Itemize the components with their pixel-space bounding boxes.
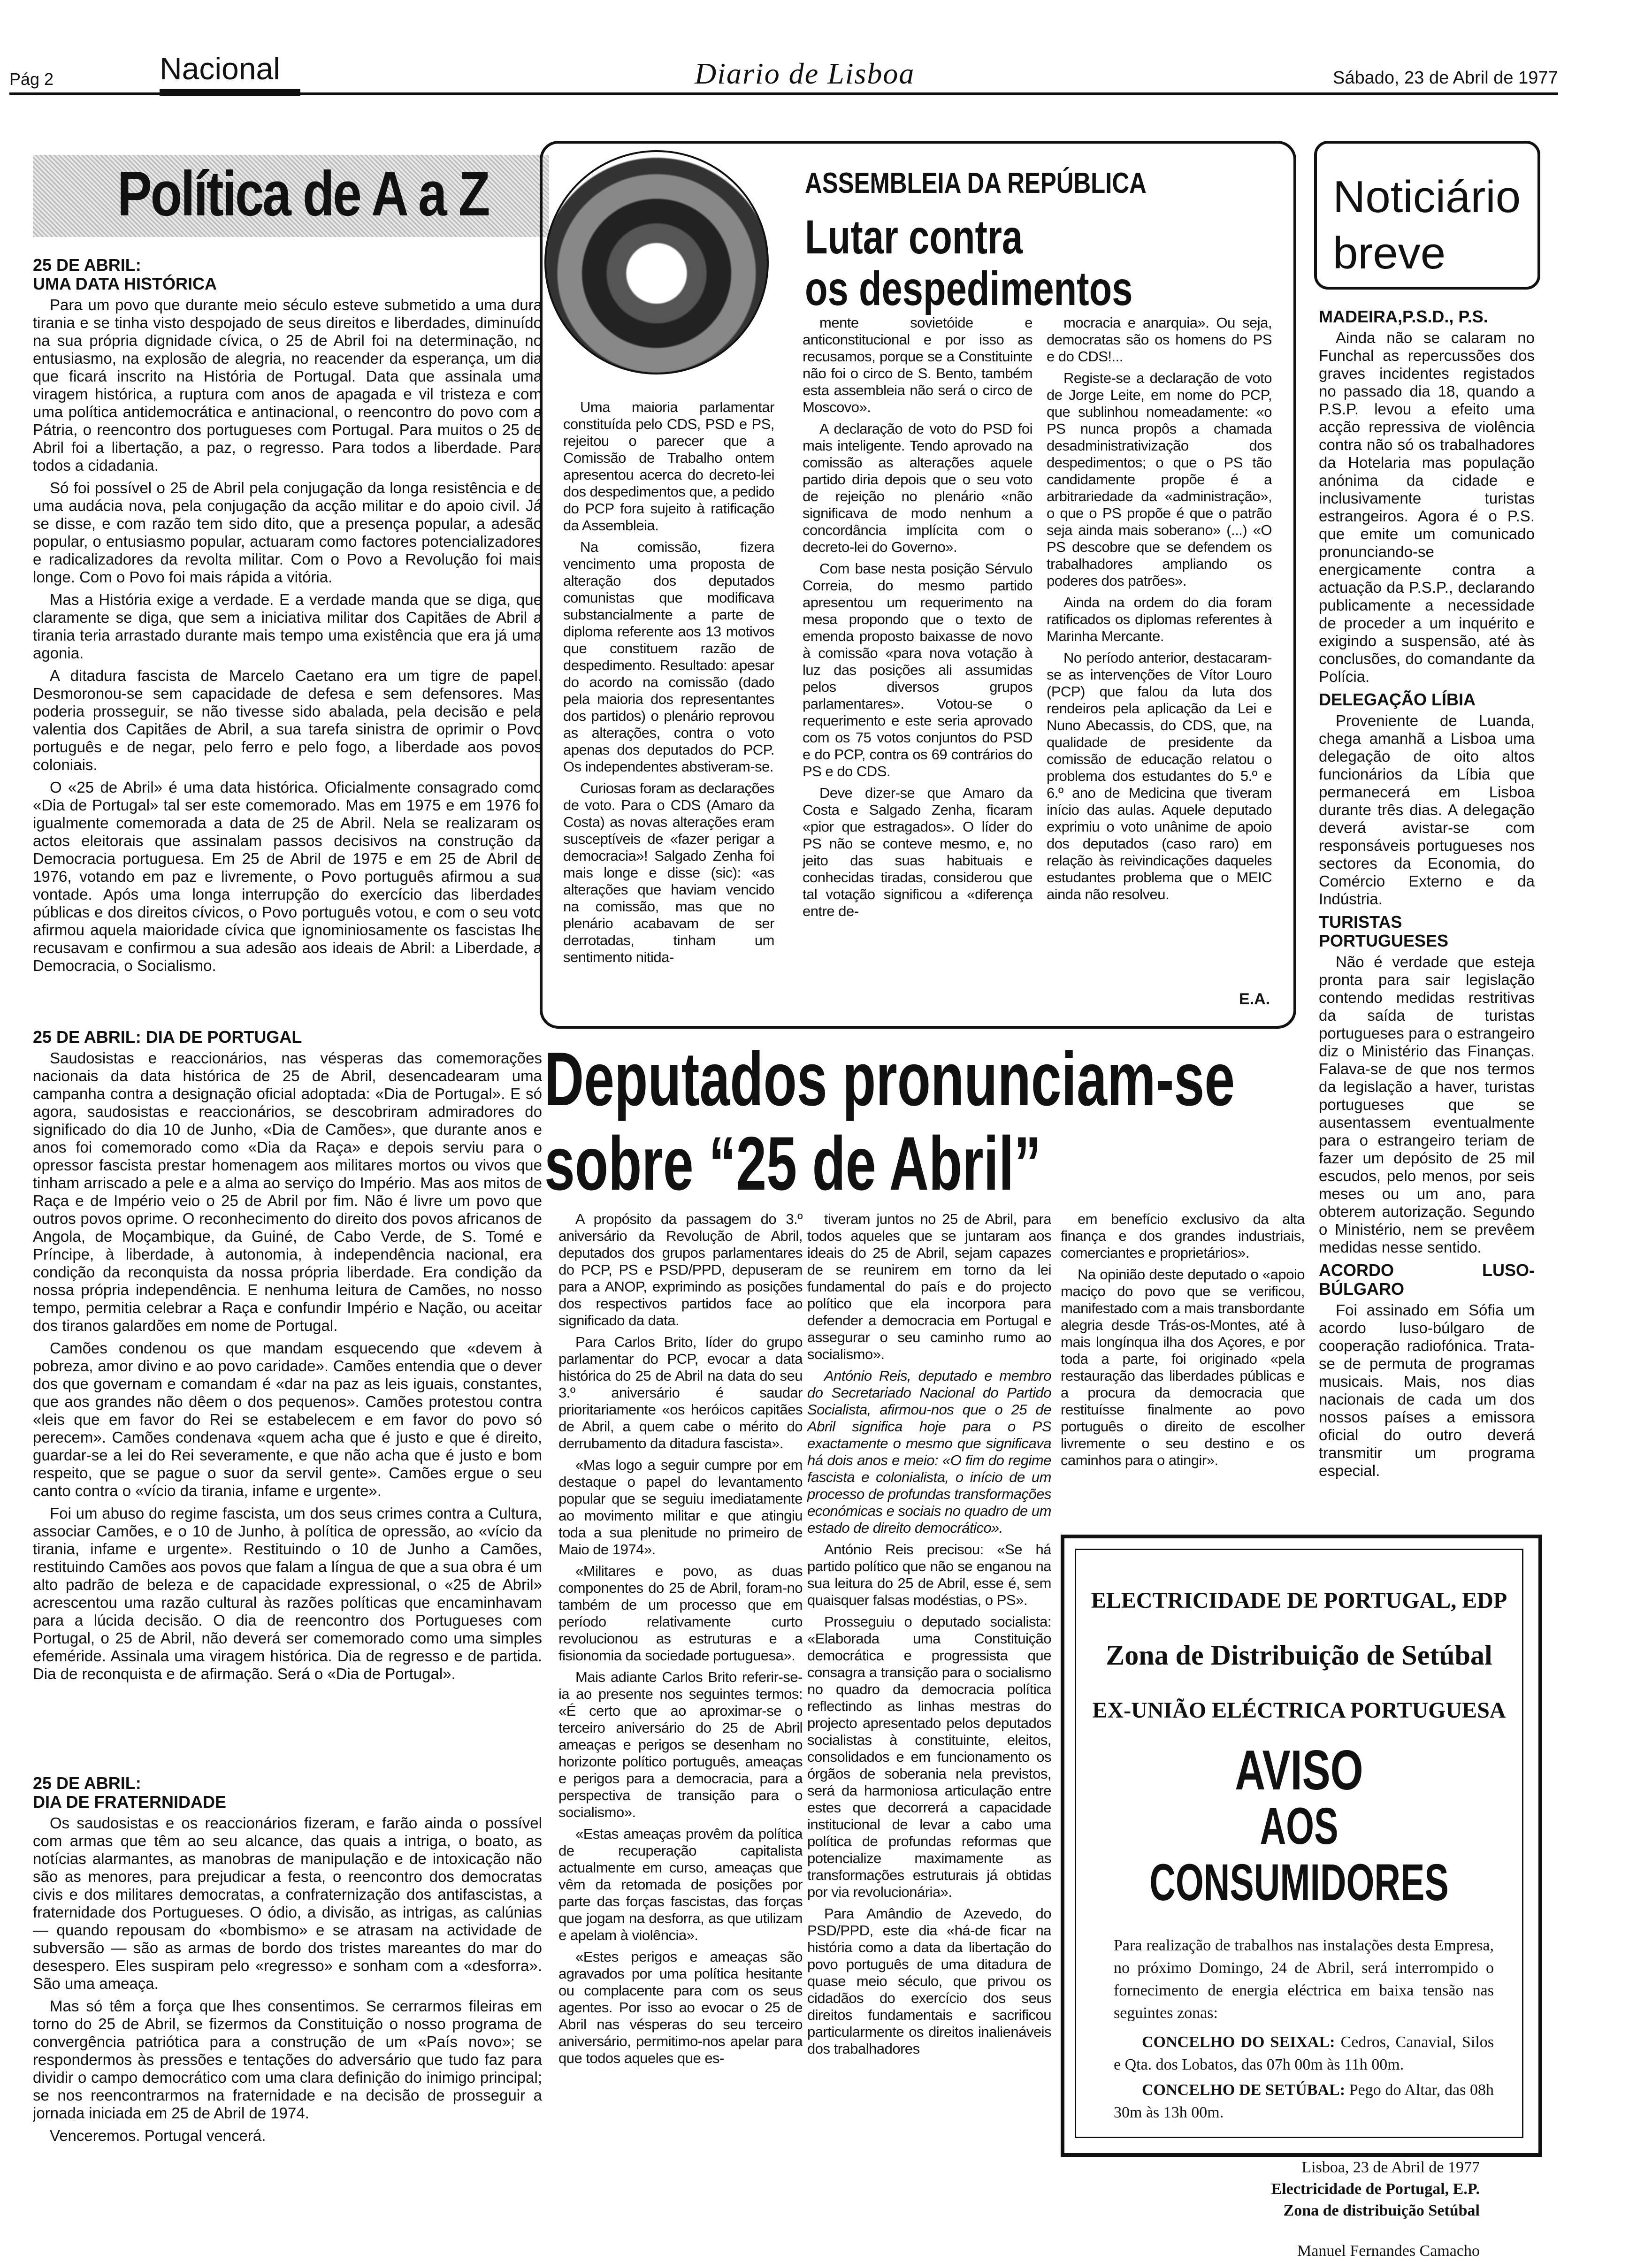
news-head: TURISTAS PORTUGUESES: [1319, 912, 1449, 950]
paragraph: «Mas logo a seguir cumpre por em destaque o papel do levantamento popular que se seguiu imediatamente ao movimento militar e que atingiu toda a sua plenitude no primeiro de Maio de 1974».: [558, 1457, 803, 1558]
notice-zone: Zona de Distribuição de Setúbal: [1106, 1640, 1492, 1671]
paragraph: Para Amândio de Azevedo, do PSD/PPD, este dia «há-de ficar na história como a data da libertação do povo português de uma ditadura de quase meio século, que privou os cidadãos do exercício dos seus direitos fundamentais e sacrificou particularmente os direitos inalienáveis dos trabalhadores: [807, 1905, 1051, 2057]
paragraph: Foi assinado em Sófia um acordo luso-búlgaro de cooperação radiofónica. Trata-se de permuta de programas musicais. Mais, nos dias nacionais de cada um dos nossos países a emissora oficial do outro deverá transmitir um programa especial.: [1319, 1301, 1535, 1479]
assembleia-column-1: [563, 399, 774, 1014]
paragraph: Só foi possível o 25 de Abril pela conjugação da longa resistência e de uma audácia nova, pela conjugação da acção militar e do apoio civil. Já se disse, e com razão tem sido dito, que a presença popular, a adesão popular, o entusiasmo popular, actuaram como factores potencializadores e radicalizadores da revolta militar. Com o Povo a Revolução foi mais longe. Com o Povo foi mais rápida a vitória.: [33, 479, 542, 586]
notice-company: ELECTRICIDADE DE PORTUGAL, EDP: [1091, 1588, 1507, 1613]
notice-former-name: EX-UNIÃO ELÉCTRICA PORTUGUESA: [1092, 1698, 1506, 1723]
section-head: 25 DE ABRIL: DIA DE FRATERNIDADE: [33, 1774, 226, 1811]
paragraph: O «25 de Abril» é uma data histórica. Oficialmente consagrado como «Dia de Portugal» tal ser este comemorado. Mas em 1975 e em 1976 foi igualmente comemorada a data de 25 de Abril. Nela se realizaram os actos eleitorais que assinalam passos decisivos na construção da Democracia portuguesa. Em 25 de Abril de 1975 e em 25 de Abril de 1976, votando em paz e livremente, o Povo português afirmou a sua vontade. Após uma longa interrupção do exercício das liberdades públicas e dos direitos cívicos, o Povo português votou, e com o seu voto afirmou aquela maioridade cívica que ignominiosamente os fascistas lhe recusavam e confirmou a sua adesão aos ideais de Abril: a Liberdade, a Democracia, o Socialismo.: [33, 779, 542, 974]
paragraph: A declaração de voto do PSD foi mais inteligente. Tendo aprovado na comissão as alterações aquele partido diria depois que o seu voto de rejeição no plenário «não significava de modo nenhum a concordância implícita com o decreto-lei do Governo».: [803, 420, 1032, 555]
paragraph: mente sovietóide e anticonstitucional e por isso as recusamos, porque se a Constituinte não foi o circo de S. Bento, também esta assembleia não será o circo de Moscovo».: [803, 314, 1032, 415]
page-number: Pág 2: [9, 69, 54, 89]
paragraph: mocracia e anarquia». Ou seja, democratas são os homens do PS e do CDS!...: [1047, 314, 1272, 365]
notice-signature: Lisboa, 23 de Abril de 1977 Electricidade de Portugal, E.P. Zona de distribuição Setúbal Manuel Fernandes Camacho: [1271, 2159, 1480, 2260]
news-head: DELEGAÇÃO LÍBIA: [1319, 690, 1476, 709]
assembleia-column-3: [1047, 314, 1272, 990]
issue-date: Sábado, 23 de Abril de 1977: [1333, 68, 1558, 88]
assembleia-column-2: [803, 314, 1032, 1014]
news-head: ACORDO LUSO-BÚLGARO: [1319, 1261, 1535, 1299]
paragraph: Curiosas foram as declarações de voto. Para o CDS (Amaro da Costa) as novas alterações eram susceptíveis de «fazer perigar a democracia»! Salgado Zenha foi mais longe e disse (sic): «as alterações que haviam vencido na comissão, mas que no plenário acabavam de ser derrotadas, tinham um sentimento nitida-: [563, 780, 774, 965]
paragraph: Camões condenou os que mandam esquecendo que «devem à pobreza, amor divino e ao povo caridade». Camões entendia que o dever dos que governam e comandam é «dar na paz as leis iguais, constantes, que aos grandes não dêem o dos pequenos». Camões protestou contra «leis que em favor do Rei se estabelecem e em favor do povo só perecem». Camões condenava «quem acha que é justo e que é direito, guardar-se a lei do Rei severamente, e que não acha que é justo e bom respeito, que se pague o suor da servil gente». Camões ergue o seu canto contra o «vício da tirania, infame e urgente».: [33, 1339, 542, 1499]
section-head: 25 DE ABRIL: DIA DE PORTUGAL: [33, 1028, 302, 1047]
paragraph: Saudosistas e reaccionários, nas vésperas das comemorações nacionais da data histórica de 25 de Abril, desencadearam uma campanha contra a designação oficial adoptada: «Dia de Portugal». E só agora, saudosistas e reaccionários, se descobriram admiradores do significado do dia 10 de Junho, «Dia de Camões», que durante anos e anos foi comemorado como «Dia da Raça» e depois serviu para o opressor fascista prestar homenagem aos militares mortos ou vivos que tinham arriscado a pele e a alma ao serviço do Império. Mas aos mitos de Raça e de Império veio o 25 de Abril por fim. Não é livre um povo que outros povos oprime. O reconhecimento do direito dos povos africanos de Angola, de Moçambique, da Guiné, de Cabo Verde, de S. Tomé e Príncipe, à liberdade, à autonomia, à independência nacional, era condição da reconquista da nossa própria liberdade. Era condição da nossa própria independência. E nenhuma leitura de Camões, no nosso tempo, permitia celebrar a Raça e confundir Império e Nação, ou aceitar dos tiranos galardões em nome de Portugal.: [33, 1049, 542, 1334]
paragraph: Ainda na ordem do dia foram ratificados os diplomas referentes à Marinha Mercante.: [1047, 594, 1272, 644]
paragraph: Mais adiante Carlos Brito referir-se-ia ao presente nos seguintes termos: «É certo que ao aproximar-se o terceiro aniversário do 25 de Abril ameaças e perigos se desenham no horizonte político português, ameaças e perigos para a democracia, para a perspectiva de transição para o socialismo».: [558, 1669, 803, 1820]
paragraph: Na comissão, fizera vencimento uma proposta de alteração dos deputados comunistas que modificava substancialmente a parte de diploma referente aos 13 motivos que constituem razão de despedimento. Resultado: apesar do acordo na comissão (dado pela maioria dos representantes dos partidos) o plenário reprovou as alterações, contra o voto apenas dos deputados do PCP. Os independentes abstiveram-se.: [563, 539, 774, 775]
noticiario-column: [1319, 307, 1535, 1509]
section-underline: [160, 89, 300, 96]
deputados-column-1: [558, 1211, 803, 2196]
paragraph: Na opinião deste deputado o «apoio maciço do povo que se verificou, manifestado com a mais transbordante alegria desde Trás-os-Montes, até à mais longínqua ilha dos Açores, e por toda a parte, foi originado «pela restauração das liberdades públicas e a procura da democracia que restituísse finalmente ao povo português o direito de escolher livremente o seu destino e os caminhos para o atingir».: [1061, 1266, 1305, 1468]
paragraph: «Estes perigos e ameaças são agravados por uma política hesitante ou complacente para com os seus agentes. Por isso ao evocar o 25 de Abril nas vésperas do seu terceiro aniversário, permitimo-nos apelar para que todos aqueles que es-: [558, 1949, 803, 2066]
paragraph: António Reis, deputado e membro do Secretariado Nacional do Partido Socialista, afirmou-nos que o 25 de Abril significa hoje para o PS exactamente o mesmo que significava há dois anos e meio: «O fim do regime fascista e colonialista, o início de um processo de profundas transformações económicas e sociais no quadro de um estado de direito democrático».: [807, 1368, 1051, 1536]
paragraph: Registe-se a declaração de voto de Jorge Leite, em nome do PCP, que sublinhou nomeadamente: «o PS nunca propôs a chamada desadministrativização dos despedimentos; o que o PS tão candidamente propõe é a arbitrariedade da «administração», o que o PS propõe é que o patrão seja ainda mais soberano» (...) «O PS descobre que se defendem os trabalhadores ampliando os poderes dos patrões».: [1047, 370, 1272, 589]
paragraph: em benefício exclusivo da alta finança e dos grandes industriais, comerciantes e proprietários».: [1061, 1211, 1305, 1261]
paragraph: Prosseguiu o deputado socialista: «Elaborada uma Constituição democrática e progressista que consagra a transição para o socialismo no quadro da democracia política reflectindo as linhas mestras do projecto apresentado pelos deputados socialistas à constituinte, eleitos, consolidados e em funcionamento os órgãos de soberania nela previstos, será da harmoniosa articulação entre estes que decorrerá a capacidade institucional de levar a cabo uma política de profundas reformas que potencialize maximamente as transformações estruturais já obtidas por via revolucionária».: [807, 1613, 1051, 1900]
paragraph: No período anterior, destacaram-se as intervenções de Vítor Louro (PCP) que falou da luta dos rendeiros pela aplicação da Lei e Nuno Abecassis, do CDS, que, na qualidade de presidente da comissão de educação relatou o problema dos estudantes do 5.º e 6.º ano de Medicina que tiveram início das aulas. Aquele deputado exprimiu o voto unânime de apoio dos deputados (caso raro) em relação às reivindicações daqueles estudantes problema que o MEIC ainda não resolveu.: [1047, 650, 1272, 902]
paragraph: «Militares e povo, as duas componentes do 25 de Abril, foram-no também de um processo que em período relativamente curto revolucionou as estruturas e a fisionomia da sociedade portuguesa».: [558, 1563, 803, 1664]
paragraph: Foi um abuso do regime fascista, um dos seus crimes contra a Cultura, associar Camões, e o 10 de Junho, à política de opressão, ao «vício da tirania, infame e urgente». Restituindo o 10 de Junho a Camões, restituindo Camões aos povos que falam a língua de que a sua obra é um alto padrão de beleza e de capacidade expressional, o «25 de Abril» acrescentou uma razão cultural às razões políticas que encaminhavam para a lúcida decisão. O dia de reencontro dos Portugueses com Portugal, o 25 de Abril, não deverá ser comemorado como uma simples efeméride. Assinala uma viragem histórica. Dia de regresso e de partida. Dia de reconquista e de afirmação. Será o «Dia de Portugal».: [33, 1505, 542, 1682]
edp-notice: [1075, 1549, 1523, 2260]
politica-section-1: [33, 256, 542, 1025]
assembleia-kicker: ASSEMBLEIA DA REPÚBLICA: [805, 167, 1147, 199]
paragraph: Venceremos. Portugal vencerá.: [50, 2127, 266, 2144]
paragraph: «Estas ameaças provêm da política de recuperação capitalista actualmente em curso, ameaças que vêm da retomada de posições por parte das forças fascistas, das forças que jogam na desforra, as que utilizam e apelam à violência».: [558, 1826, 803, 1943]
deputados-column-3: [1061, 1211, 1305, 1521]
paragraph: Para Carlos Brito, líder do grupo parlamentar do PCP, evocar a data histórica do 25 de Abril na data do seu 3.º aniversário é saudar prioritariamente «os heróicos capitães de Abril, a quem cabe o mérito do derrubamento da ditadura fascista».: [558, 1334, 803, 1452]
assembleia-headline: Lutar contra os despedimentos: [805, 210, 1133, 315]
deputados-column-2: [807, 1211, 1051, 2196]
paragraph: Mas a História exige a verdade. E a verdade manda que se diga, que claramente se diga, que sem a iniciativa militar dos Capitães de Abril a tirania teria arrastado durante mais tempo uma existência que era já uma agonia.: [33, 591, 542, 662]
assembly-hall-photo: [544, 150, 769, 374]
paragraph: Com base nesta posição Sérvulo Correia, do mesmo partido apresentou um requerimento na mesa propondo que o texto de emenda proposto baixasse de novo à comissão «para nova votação à luz das posições ali assumidas pelos diversos grupos parlamentares». Votou-se o requerimento e este seria aprovado com os 75 votos conjuntos do PSD e do PCP, contra os 69 contrários do PS e do CDS.: [803, 560, 1032, 779]
paragraph: Deve dizer-se que Amaro da Costa e Salgado Zenha, ficaram «pior que estragados». O líder do PS não se conteve mesmo, e, no jeito das suas habituais e conhecidas tiradas, considerou que tal votação significou a «diferença entre de-: [803, 785, 1032, 919]
politica-section-3: [33, 1774, 542, 2196]
paragraph: Uma maioria parlamentar constituída pelo CDS, PSD e PS, rejeitou o parecer que a Comissão de Trabalho ontem apresentou acerca do decreto-lei dos despedimentos que, a pedido do PCP fora sujeito à ratificação da Assembleia.: [563, 399, 774, 534]
notice-body: Para realização de trabalhos nas instalações desta Empresa, no próximo Domingo, 24 de Abril, será interrompido o fornecimento de energia eléctrica em baixa tensão nas seguintes zonas: CONCELHO DO SEIXAL: Cedros, Canavial, Silos e Qta. dos Lobatos, das 07h 00m às 11h 00m. CONCELHO DE SETÚBAL: Pego do Altar, das 08h 30m às 13h 00m.: [1114, 1937, 1494, 2121]
paragraph: Para um povo que durante meio século esteve submetido a uma dura tirania e se tinha visto despojado de seus direitos e liberdades, diminuído na sua própria dignidade cívica, o 25 de Abril foi na determinação, no entusiasmo, na explosão de alegria, no reacender da esperança, um dia que ficará inscrito na História de Portugal. Data que assinala uma viragem histórica, a ruptura com anos de apagada e vil tristeza e com uma política antidemocrática e antinacional, o reencontro do povo com a Pátria, o reencontro dos portugueses com Portugal. Para muitos o 25 de Abril foi a libertação, a paz, o regresso. Para todos a liberdade. Para todos a cidadania.: [33, 296, 542, 474]
section-head: 25 DE ABRIL: UMA DATA HISTÓRICA: [33, 256, 217, 293]
paragraph: A propósito da passagem do 3.º aniversário da Revolução de Abril, deputados dos grupos parlamentares do PCP, PS e PSD/PPD, depuseram para a ANOP, exprimindo as posições dos respectivos partidos face ao significado da data.: [558, 1211, 803, 1329]
paragraph: tiveram juntos no 25 de Abril, para todos aqueles que se juntaram aos ideais do 25 de Abril, sejam capazes de se reunirem em torno da lei fundamental do país e do projecto político que ela incorpora para defender a democracia em Portugal e assegurar o seu caminho rumo ao socialismo».: [807, 1211, 1051, 1362]
paragraph: António Reis precisou: «Se há partido político que não se enganou na sua leitura do 25 de Abril, esse é, sem quaisquer falsas modéstias, o PS».: [807, 1541, 1051, 1608]
notice-subtitle: AOS CONSUMIDORES: [1149, 1797, 1449, 1911]
paragraph: Os saudosistas e os reaccionários fizeram, e farão ainda o possível com armas que têm ao seu alcance, das quais a intriga, o boato, as notícias alarmantes, as manobras de manipulação e de intoxicação não são as menores, para prejudicar a festa, o reencontro dos democratas civis e dos militares democratas, a confraternização dos antifascistas, a fraternidade dos Portugueses. O ódio, a divisão, as intrigas, as calúnias — quando repousam do «bombismo» e se atrasam na actividade de subversão — são as armas de bordo dos tristes mareantes do mar do desespero. Eles suspiram pelo «regresso» e sonham com a «desforra». São uma ameaça.: [33, 1814, 542, 1992]
masthead: Diario de Lisboa: [695, 57, 915, 90]
paragraph: Proveniente de Luanda, chega amanhã a Lisboa uma delegação de oito altos funcionários da Líbia que permanecerá em Lisboa durante três dias. A delegação deverá avistar-se com responsáveis portugueses nos sectores da Economia, do Comércio Externo e da Indústria.: [1319, 712, 1535, 908]
paragraph: A ditadura fascista de Marcelo Caetano era um tigre de papel. Desmoronou-se sem capacidade de defesa e sem defensores. Mas poderia prosseguir, se não tivesse sido abalada, pela decisão e pela valentia dos Capitães de Abril, a sua tarefa sinistra de oprimir o Povo português e de negar, pelo ferro e pelo fogo, a liberdade aos povos coloniais.: [33, 667, 542, 773]
section-title: Nacional: [160, 51, 280, 86]
politica-title: Política de A a Z: [117, 158, 489, 229]
paragraph: Ainda não se calaram no Funchal as repercussões dos graves incidentes registados no passado dia 18, quando a P.S.P. levou a efeito uma acção repressiva de violência contra não só os trabalhadores da Hotelaria mas população anónima da cidade e inclusivamente turistas estrangeiros. Agora é o P.S. que emite um comunicado pronunciando-se energicamente contra a actuação da P.S.P., declarando publicamente a necessidade de proceder a um inquérito e exigindo a suspensão, até às conclusões, do comandante da Polícia.: [1319, 329, 1535, 685]
author-signature: E.A.: [1239, 990, 1270, 1008]
news-head: MADEIRA,P.S.D., P.S.: [1319, 307, 1488, 326]
noticiario-title: Noticiário breve: [1333, 172, 1521, 278]
deputados-headline: Deputados pronunciam-se sobre “25 de Abril”: [544, 1037, 1235, 1206]
politica-section-2: [33, 1028, 542, 1769]
notice-title: AVISO: [1235, 1739, 1363, 1802]
paragraph: Mas só têm a força que lhes consentimos. Se cerrarmos fileiras em torno do 25 de Abril, se fizermos da Constituição o nosso programa de convergência patriótica para a construção de um «País novo»; se respondermos às pressões e tentações do adversário que tudo faz para dividir o campo democrático com uma clara definição do inimigo principal; se nos reencontrarmos na fraternidade e na decisão de prosseguir a jornada iniciada em 25 de Abril de 1974.: [33, 1997, 542, 2122]
paragraph: Não é verdade que esteja pronta para sair legislação contendo medidas restritivas da saída de turistas portugueses para o estrangeiro diz o Ministério das Finanças. Falava-se de que nos termos da legislação a haver, turistas portugueses que se ausentassem eventualmente para o estrangeiro teriam de fazer um depósito de 25 mil escudos, pelo menos, por seis meses ou um ano, para obterem autorização. Segundo o Ministério, nem se prevêem medidas nesse sentido.: [1319, 953, 1535, 1256]
